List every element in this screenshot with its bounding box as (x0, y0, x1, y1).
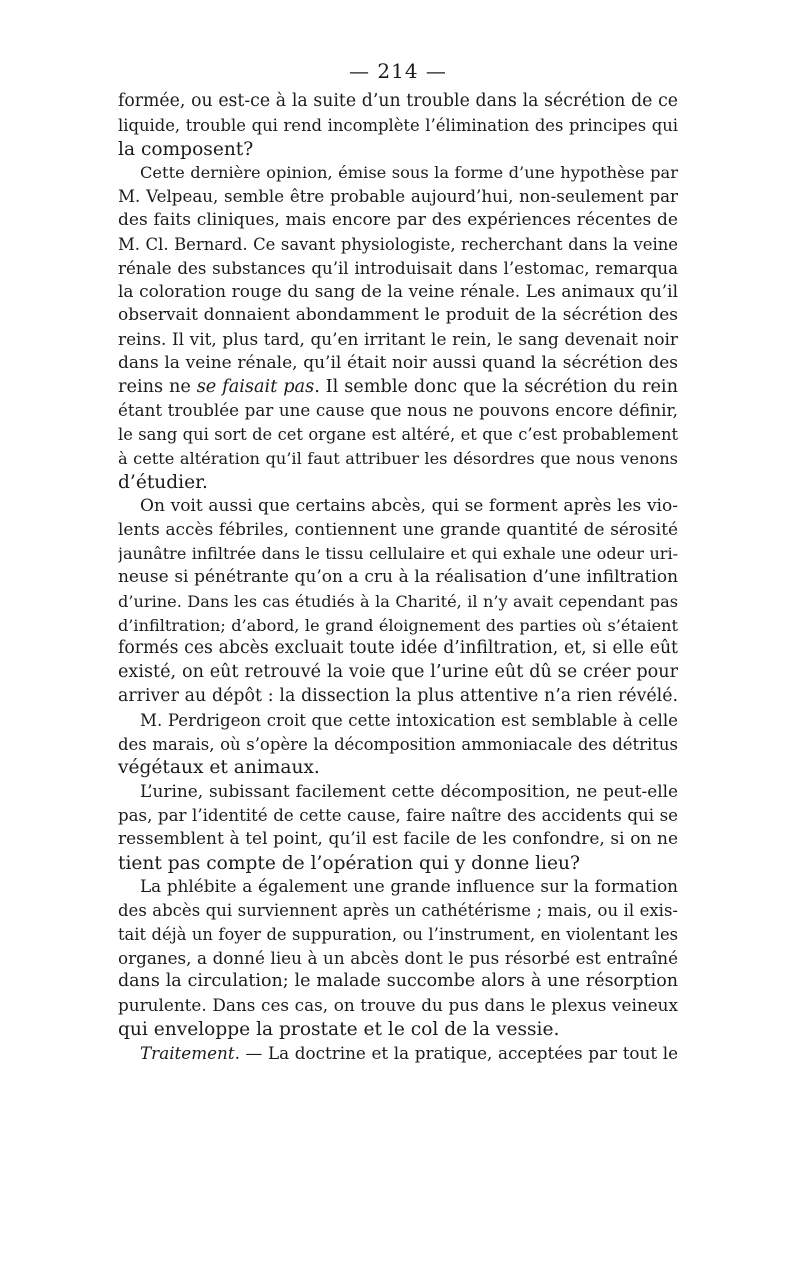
text-line: pas, par l’identité de cette cause, faire naître des accidents qui se (118, 805, 678, 825)
text-line: M. Cl. Bernard. Ce savant physiologiste, recherchant dans la veine (118, 234, 678, 254)
text-line: Cette dernière opinion, émise sous la forme d’une hypothèse par (140, 163, 678, 183)
text-line: étant troublée par une cause que nous ne pouvons encore définir, (118, 400, 678, 421)
text-line: rénale des substances qu’il introduisait dans l’estomac, remarqua (118, 258, 678, 278)
text-line: tait déjà un foyer de suppuration, ou l’instrument, en violentant les (118, 924, 678, 944)
text-line: purulente. Dans ces cas, on trouve du pus dans le plexus veineux (118, 995, 678, 1016)
text-line: d’étudier. (118, 471, 208, 493)
text-line: des faits cliniques, mais encore par des expériences récentes de (118, 209, 678, 230)
text-line: végétaux et animaux. (118, 757, 320, 779)
text-line: reins ne se faisait pas. Il semble donc que la sécrétion du rein (118, 376, 678, 397)
text-line: ressemblent à tel point, qu’il est facile de les confondre, si on ne (118, 828, 678, 849)
text-body (118, 90, 678, 1066)
text-line: L’urine, subissant facilement cette décomposition, ne peut-elle (140, 781, 678, 802)
text-line: formée, ou est-ce à la suite d’un trouble dans la sécrétion de ce (118, 91, 678, 111)
text-line: formés ces abcès excluait toute idée d’infiltration, et, si elle eût (118, 638, 678, 659)
text-line: neuse si pénétrante qu’on a cru à la réalisation d’une infiltration (118, 566, 678, 587)
text-line: organes, a donné lieu à un abcès dont le pus résorbé est entraîné (118, 947, 678, 968)
text-line: dans la veine rénale, qu’il était noir aussi quand la sécrétion des (118, 352, 678, 373)
text-line: à cette altération qu’il faut attribuer les désordres que nous venons (118, 448, 678, 468)
text-line: existé, on eût retrouvé la voie que l’urine eût dû se créer pour (118, 662, 678, 683)
text-line: qui enveloppe la prostate et le col de la vessie. (118, 1019, 560, 1041)
text-line: La phlébite a également une grande influence sur la formation (140, 876, 678, 897)
book-page (118, 58, 678, 1066)
text-line: M. Velpeau, semble être probable aujourd’hui, non-seulement par (118, 187, 678, 207)
text-line: des abcès qui surviennent après un cathétérisme ; mais, ou il exis- (118, 901, 678, 921)
text-line: la coloration rouge du sang de la veine rénale. Les animaux qu’il (118, 281, 678, 302)
text-line: dans la circulation; le malade succombe alors à une résorption (118, 971, 678, 992)
text-line: M. Perdrigeon croit que cette intoxication est semblable à celle (140, 710, 678, 730)
text-line: liquide, trouble qui rend incomplète l’élimination des principes qui (118, 115, 678, 135)
page-number: — 214 — (349, 59, 447, 83)
text-line: des marais, où s’opère la décomposition ammoniacale des détritus (118, 734, 678, 754)
text-line: observait donnaient abondamment le produit de la sécrétion des (118, 305, 678, 326)
text-line: d’urine. Dans les cas étudiés à la Charité, il n’y avait cependant pas (118, 591, 678, 611)
text-line: d’infiltration; d’abord, le grand éloignement des parties où s’étaient (118, 615, 678, 635)
text-line: On voit aussi que certains abcès, qui se forment après les vio- (140, 495, 678, 516)
text-line: le sang qui sort de cet organe est altéré, et que c’est probablement (118, 425, 678, 445)
text-line: jaunâtre infiltrée dans le tissu cellulaire et qui exhale une odeur uri- (118, 544, 678, 564)
text-line: arriver au dépôt : la dissection la plus attentive n’a rien révélé. (118, 685, 678, 706)
text-line: reins. Il vit, plus tard, qu’en irritant le rein, le sang devenait noir (118, 328, 678, 349)
text-line: lents accès fébriles, contiennent une grande quantité de sérosité (118, 519, 678, 540)
text-line: tient pas compte de l’opération qui y donne lieu? (118, 852, 580, 874)
text-line: Traitement. — La doctrine et la pratique, acceptées par tout le (140, 1042, 678, 1063)
text-line: la composent? (118, 138, 254, 160)
